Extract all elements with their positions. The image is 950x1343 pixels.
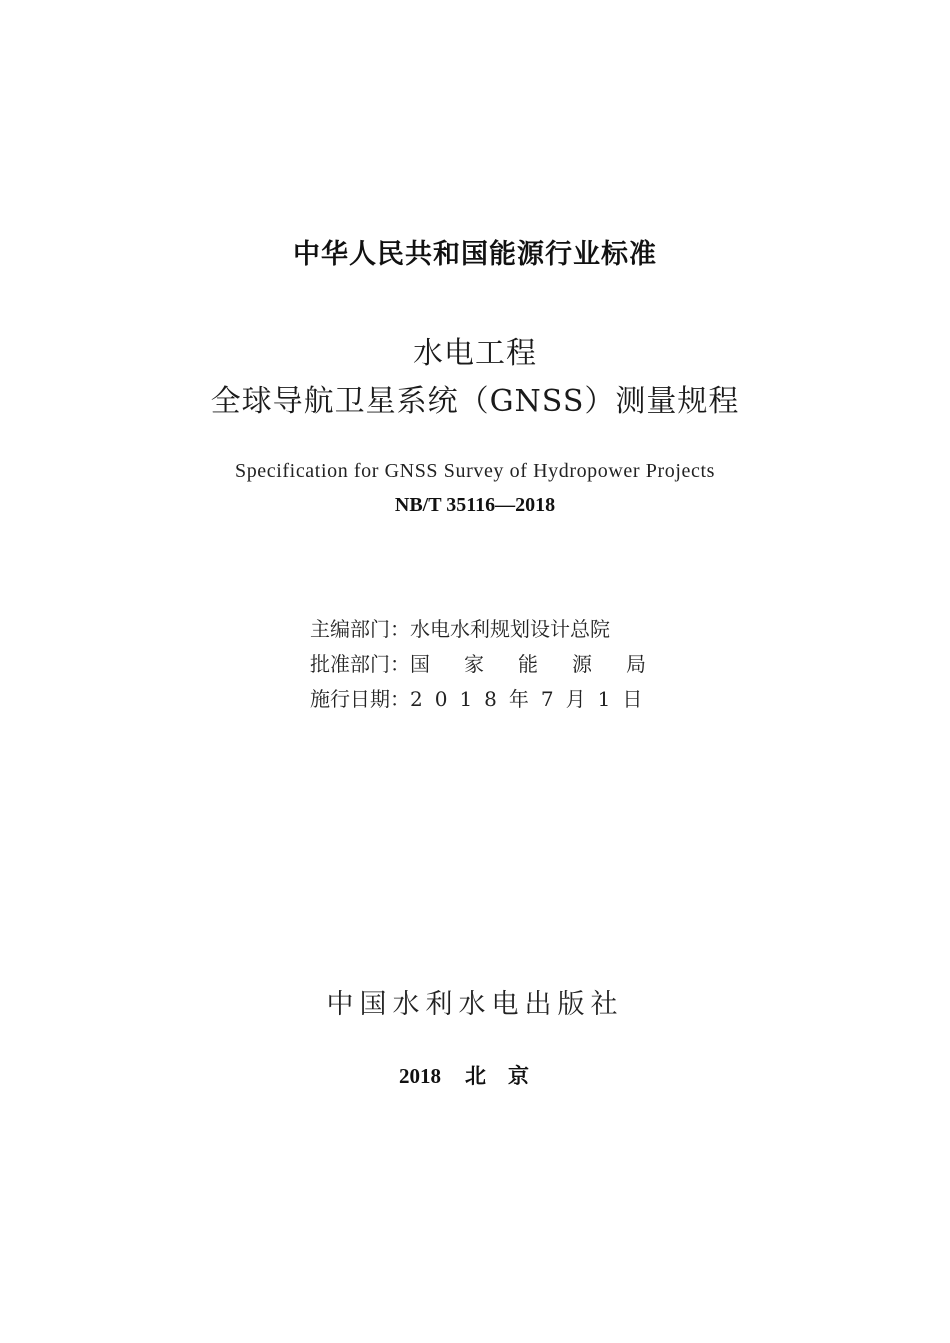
publication-city: 北京 (465, 1064, 551, 1088)
standard-type-heading: 中华人民共和国能源行业标准 (293, 239, 657, 270)
standard-code: NB/T 35116—2018 (394, 494, 556, 516)
english-title: Specification for GNSS Survey of Hydropower Projects (234, 460, 715, 482)
editor-row (310, 612, 680, 647)
editor-label: 主编部门： (310, 617, 410, 641)
publication-year: 2018 (399, 1064, 441, 1088)
editor-value: 水电水利规划设计总院 (410, 617, 610, 641)
document-title-line2: 全球导航卫星系统（GNSS）测量规程 (210, 384, 740, 419)
approver-row (310, 647, 680, 682)
issuance-info (310, 612, 680, 717)
effective-date-label: 施行日期： (310, 687, 410, 711)
publisher-name: 中国水利水电出版社 (326, 989, 624, 1020)
document-title-line1: 水电工程 (413, 336, 537, 371)
approver-value: 国家能源局 (410, 652, 680, 676)
effective-date-value: 2018年7月1日 (410, 687, 655, 711)
approver-label: 批准部门： (310, 652, 410, 676)
publication-place (0, 1060, 950, 1090)
effective-date-row (310, 682, 680, 717)
